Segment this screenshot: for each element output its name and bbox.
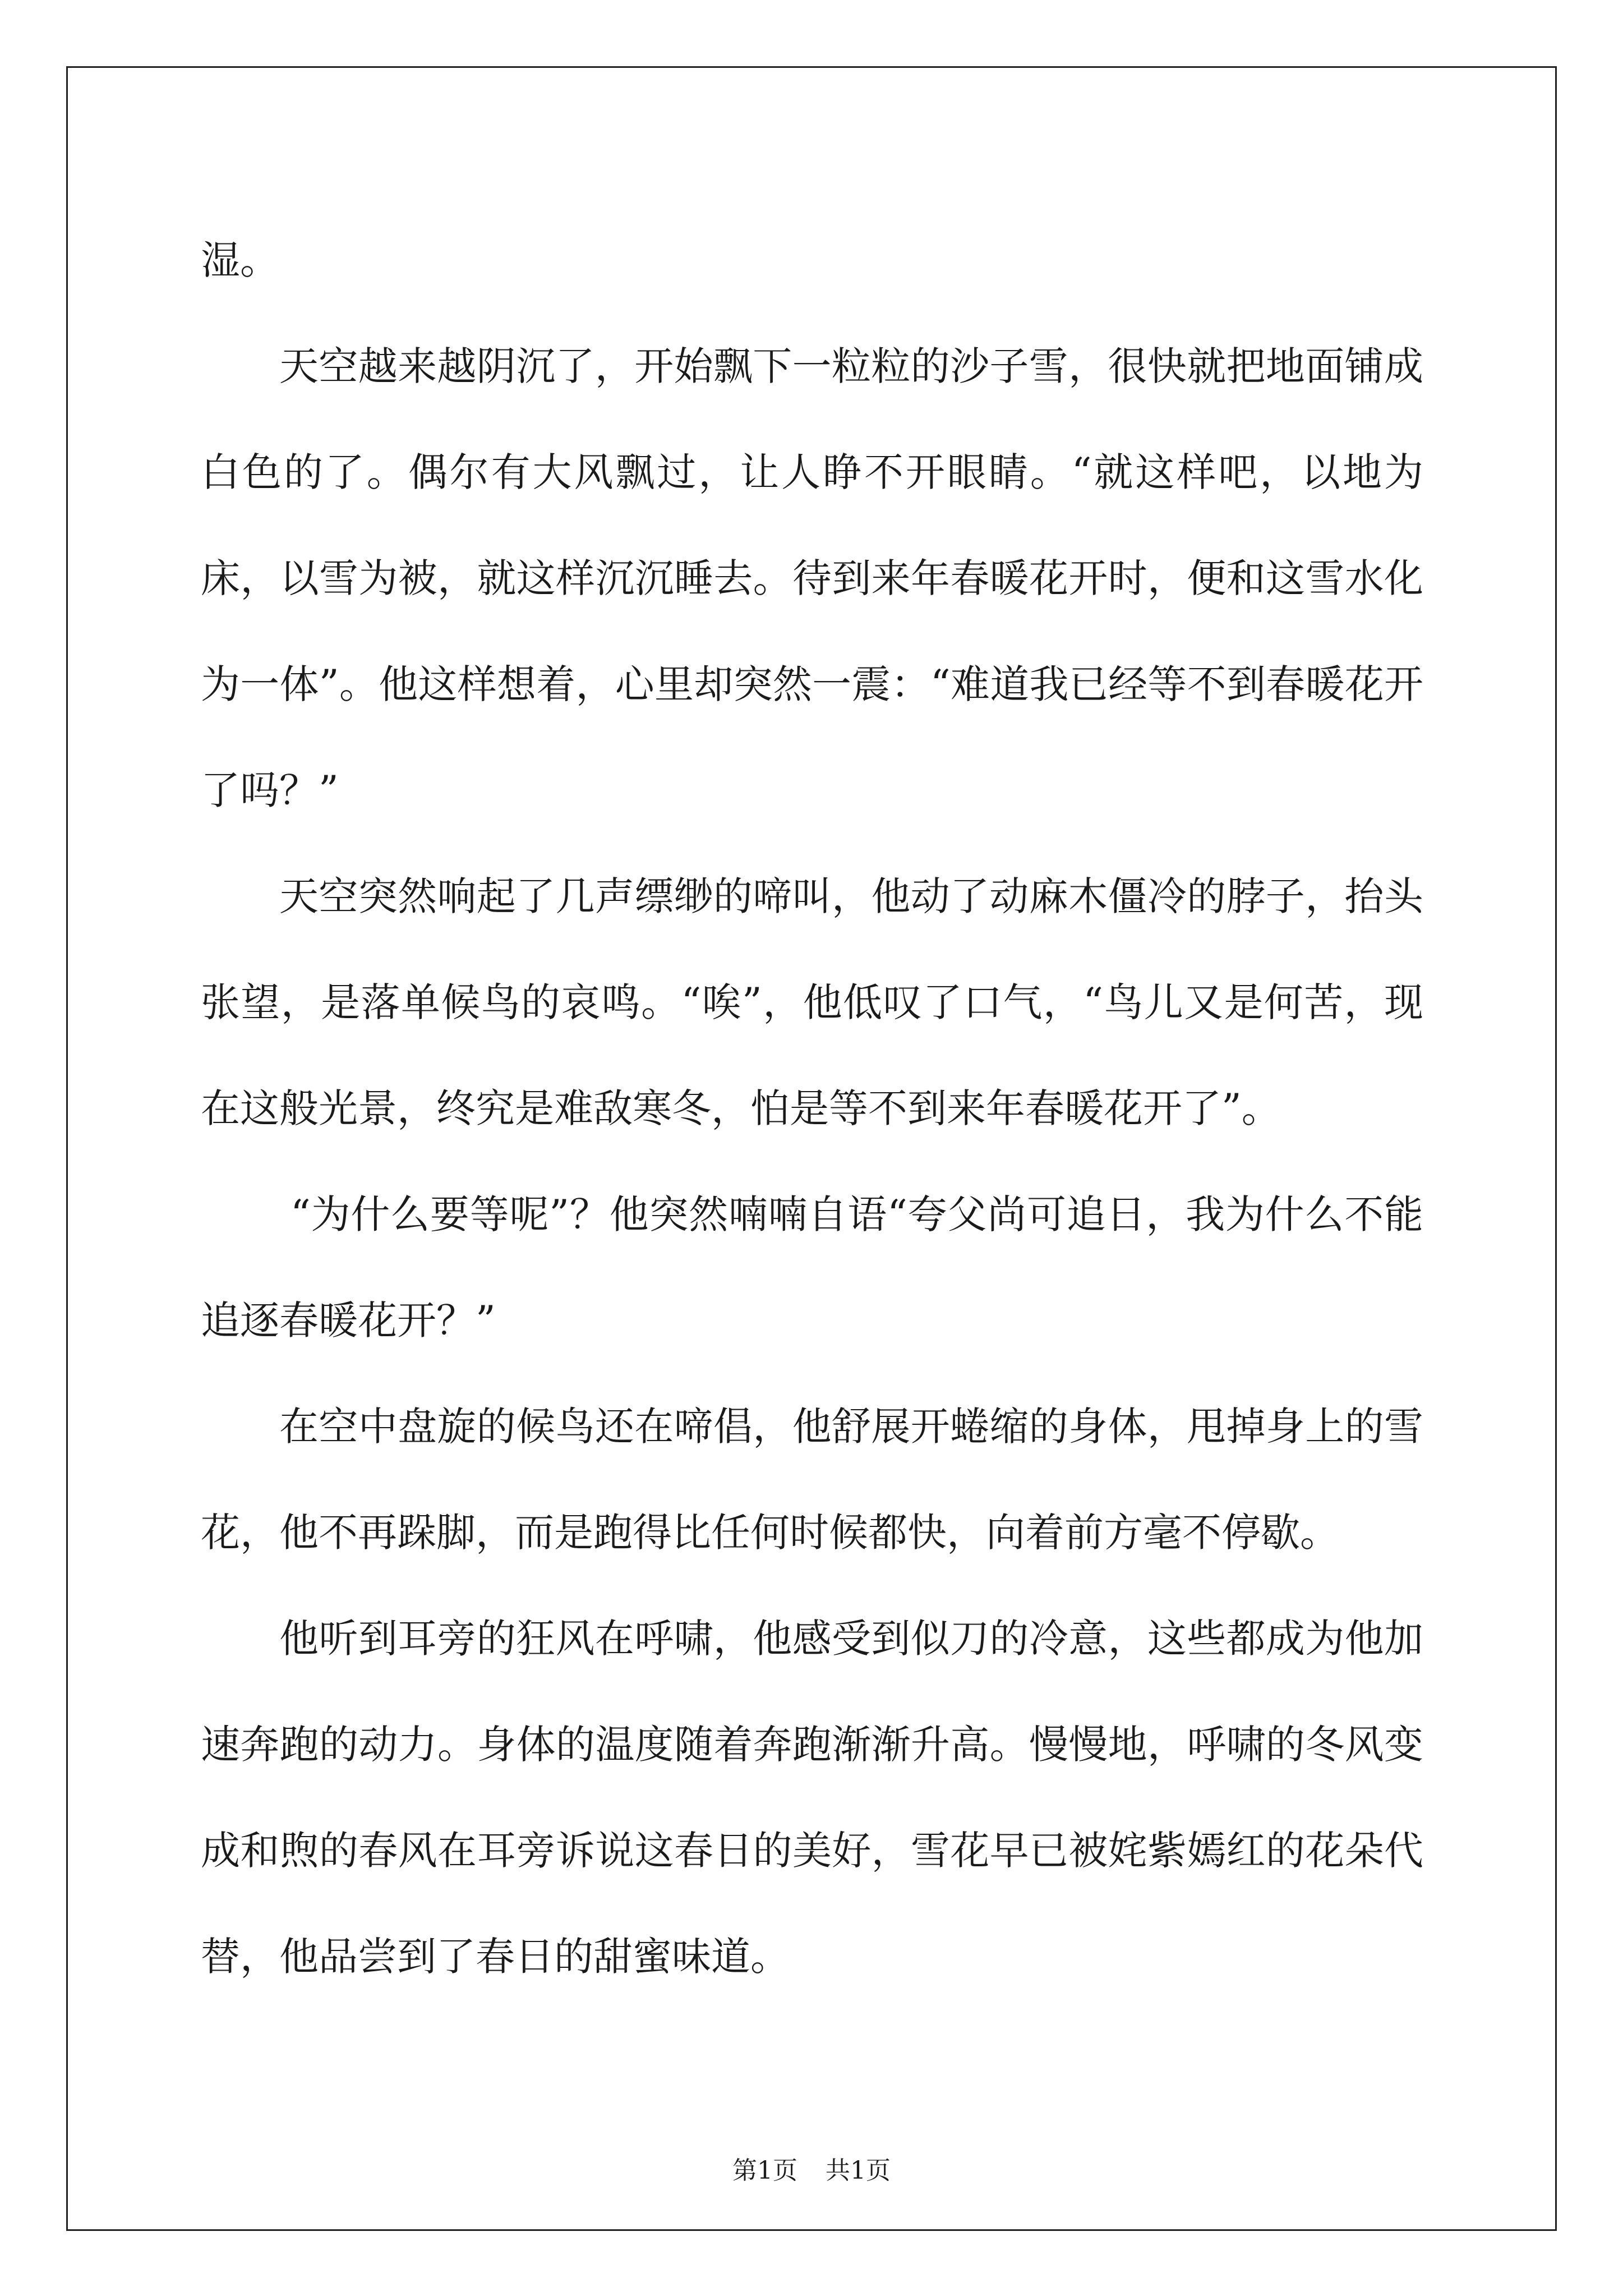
paragraph: 在空中盘旋的候鸟还在啼倡，他舒展开蜷缩的身体，甩掉身上的雪花，他不再跺脚，而是跑得比任何时候都快，向着前方毫不停歇。 xyxy=(201,1404,1423,1556)
page-total: 共1页 xyxy=(826,2156,891,2185)
paragraph: 他听到耳旁的狂风在呼啸，他感受到似刀的冷意，这些都成为他加速奔跑的动力。身体的温度随着奔跑渐渐升高。慢慢地，呼啸的冬风变成和煦的春风在耳旁诉说这春日的美好，雪花早已被姹紫嫣红的花朵代替，他品尝到了春日的甜蜜味道。 xyxy=(201,1616,1423,1980)
paragraph: 天空越来越阴沉了，开始飘下一粒粒的沙子雪，很快就把地面铺成白色的了。偶尔有大风飘过，让人睁不开眼睛。“就这样吧，以地为床，以雪为被，就这样沉沉睡去。待到来年春暖花开时，便和这雪水化为一体”。他这样想着，心里却突然一震：“难道我已经等不到春暖花开了吗？” xyxy=(201,343,1423,813)
paragraph: 天空突然响起了几声缥缈的啼叫，他动了动麻木僵冷的脖子，抬头张望，是落单候鸟的哀鸣。“唉”，他低叹了口气，“鸟儿又是何苦，现在这般光景，终究是难敌寒冬，怕是等不到来年春暖花开了”。 xyxy=(201,873,1423,1131)
page-number: 第1页 xyxy=(732,2156,797,2185)
paragraph: “为什么要等呢”？他突然喃喃自语“夸父尚可追日，我为什么不能追逐春暖花开？” xyxy=(201,1191,1423,1343)
paragraph-continuation: 湿。 xyxy=(201,237,279,283)
document-body xyxy=(201,208,1423,2010)
page-footer xyxy=(0,2154,1623,2188)
